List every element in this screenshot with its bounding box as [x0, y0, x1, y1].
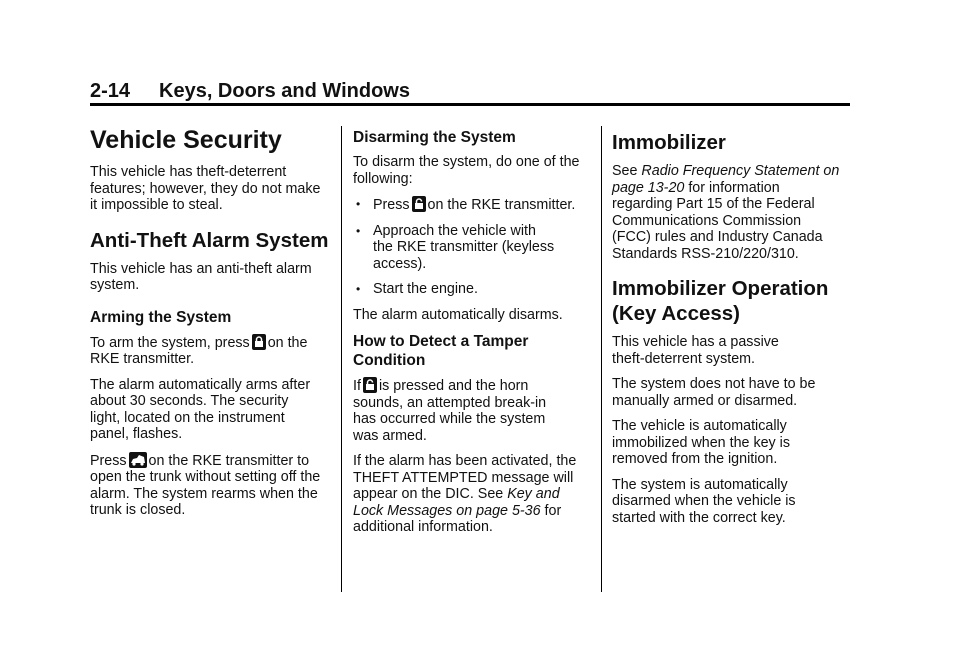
link-key-lock-messages[interactable]: Key and Lock Messages on page 5-36: [353, 486, 560, 519]
trunk-text-b: on the RKE transmitter to open the trunk without setting off the alarm. The system rearms when the trunk is closed.: [90, 452, 321, 518]
rf-text: for information regarding Part 15 of the Federal Communications Commission (FCC) rules and Industry Canada Standards RSS-210/220/310.: [612, 179, 823, 262]
paragraph-alarm: This vehicle has an anti-theft alarm system.: [90, 260, 312, 293]
heading-tamper: How to Detect a Tamper Condition: [353, 333, 529, 369]
bullet: •: [356, 282, 361, 296]
heading-arming: Arming the System: [90, 308, 232, 326]
column-3: [612, 130, 854, 535]
paragraph-arming: [90, 334, 332, 368]
paragraph-passive: This vehicle has a passive theft-deterrent system.: [612, 334, 779, 367]
column-1: [90, 125, 332, 528]
arming-text-b: on the RKE transmitter.: [90, 334, 308, 367]
link-radio-frequency[interactable]: Radio Frequency Statement on page 13-20: [612, 163, 840, 196]
tamper-text-a: If: [353, 378, 361, 394]
page-header: [90, 80, 850, 106]
bullet: •: [356, 197, 361, 211]
page-number: 2-14: [90, 80, 131, 102]
bullet-2-text: Approach the vehicle with the RKE transmitter (keyless access).: [373, 222, 555, 272]
lock-button-icon: [252, 334, 266, 350]
heading-disarming: Disarming the System: [353, 129, 516, 146]
paragraph-disarmed: The system is automatically disarmed when the vehicle is started with the correct key.: [612, 476, 796, 526]
paragraph-manual: The system does not have to be manually armed or disarmed.: [612, 376, 816, 409]
paragraph-disarm: To disarm the system, do one of the following:: [353, 154, 580, 187]
paragraph-auto-arm: The alarm automatically arms after about 30 seconds. The security light, located on the instrument panel, flashes.: [90, 376, 311, 442]
paragraph-rf: [612, 163, 854, 262]
paragraph-immobilized: The vehicle is automatically immobilized when the key is removed from the ignition.: [612, 418, 790, 467]
header-rule: [90, 103, 850, 106]
paragraph-tamper: [353, 377, 595, 444]
tamper-text-b: is pressed and the horn sounds, an attempted break-in has occurred while the system was armed.: [353, 378, 547, 444]
heading-immobilizer: Immobilizer: [612, 131, 726, 154]
unlock-button-icon: [363, 377, 377, 393]
activated-text-a: If the alarm has been activated, the THEFT ATTEMPTED message will appear on the DIC. See: [353, 453, 577, 502]
list-item: [353, 281, 595, 298]
bullet: •: [356, 223, 361, 238]
see-text: See: [612, 163, 642, 179]
activated-text-b: for additional information.: [353, 502, 562, 535]
column-2: [353, 128, 595, 545]
heading-vehicle-security: Vehicle Security: [90, 126, 282, 154]
unlock-button-icon: [412, 196, 426, 212]
section-title: Keys, Doors and Windows: [159, 80, 410, 102]
bullet-1-text-a: Press: [373, 197, 410, 213]
trunk-text-a: Press: [90, 452, 127, 469]
arming-text-a: To arm the system, press: [90, 334, 250, 351]
paragraph-activated: [353, 453, 595, 536]
disarm-list: [353, 196, 595, 298]
heading-anti-theft-alarm: Anti-Theft Alarm System: [90, 228, 329, 252]
bullet-1-text-b: on the RKE transmitter.: [427, 197, 576, 213]
list-item: [353, 196, 595, 214]
bullet-3-text: Start the engine.: [373, 281, 478, 297]
paragraph-trunk: [90, 452, 332, 519]
trunk-release-icon: [129, 452, 147, 468]
list-item: [353, 223, 595, 273]
column-divider-2: [601, 126, 602, 592]
paragraph-intro: This vehicle has theft-deterrent features; however, they do not make it impossible to steal.: [90, 164, 321, 213]
heading-immobilizer-operation: Immobilizer Operation (Key Access): [612, 277, 829, 325]
column-divider-1: [341, 126, 342, 592]
paragraph-auto-disarm: The alarm automatically disarms.: [353, 306, 563, 323]
